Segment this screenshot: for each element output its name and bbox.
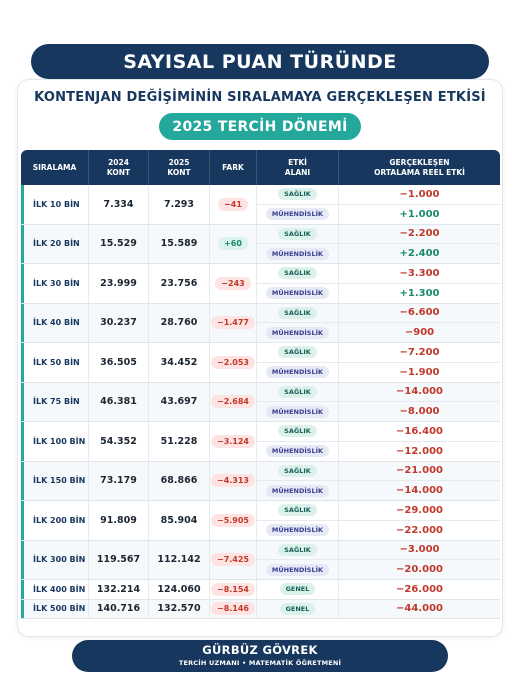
diff-cell [210,383,257,422]
field-slot [257,362,338,382]
field-tag: MÜHENDİSLİK [266,524,329,536]
diff-badge: −8.154 [211,583,255,596]
table-row [21,225,500,265]
author-role: TERCİH UZMANI • MATEMATİK ÖĞRETMENİ [178,659,342,667]
kont-2024-value: 46.381 [89,383,149,422]
field-cell [257,422,339,461]
effect-value: −7.200 [399,346,440,358]
effect-slot [339,264,500,283]
field-tag: MÜHENDİSLİK [266,287,329,299]
field-tag: SAĞLIK [278,425,317,437]
effect-value: −26.000 [396,583,443,595]
field-tag: MÜHENDİSLİK [266,406,329,418]
field-cell [257,600,339,619]
effect-slot [339,520,500,540]
diff-cell [210,422,257,461]
page-title: SAYISAL PUAN TÜRÜNDE [123,50,397,73]
field-tag: SAĞLIK [278,267,317,279]
effect-slot [339,343,500,362]
header-kont-2025 [149,150,210,185]
rank-label: İLK 200 BİN [21,501,89,540]
field-slot [257,322,338,342]
page-subtitle: KONTENJAN DEĞİŞİMİNİN SIRALAMAYA GERÇEKLEŞEN ETKİSİ [34,90,486,105]
effect-value: −22.000 [396,524,443,536]
header-field-label: ETKİ ALANI [284,157,311,177]
header-kont-2024 [89,150,149,185]
rank-label: İLK 300 BİN [21,541,89,580]
field-slot [257,422,338,441]
effect-slot [339,559,500,579]
diff-badge: +60 [218,237,248,250]
effect-slot [339,462,500,481]
field-slot [257,225,338,244]
kont-2024-value: 7.334 [89,185,149,224]
field-cell [257,264,339,303]
effect-value: −6.600 [399,307,440,319]
field-cell [257,541,339,580]
field-slot [257,283,338,303]
effect-slot [339,185,500,204]
diff-badge: −3.124 [211,435,255,448]
effect-slot [339,401,500,421]
rank-label: İLK 20 BİN [21,225,89,264]
field-tag: SAĞLIK [278,465,317,477]
field-slot [257,580,338,599]
header-rank: SIRALAMA [21,150,89,185]
field-tag: MÜHENDİSLİK [266,445,329,457]
effect-value: −12.000 [396,445,443,457]
field-slot [257,480,338,500]
field-tag: MÜHENDİSLİK [266,564,329,576]
table-row [21,185,500,225]
kont-2025-value: 124.060 [149,580,210,599]
rank-label: İLK 500 BİN [21,600,89,619]
diff-cell [210,580,257,599]
field-tag: MÜHENDİSLİK [266,208,329,220]
diff-badge: −5.905 [211,514,255,527]
effect-cell [339,600,500,619]
effect-value: −14.000 [396,485,443,497]
effect-value: −16.400 [396,425,443,437]
field-cell [257,185,339,224]
kont-2025-value: 85.904 [149,501,210,540]
kont-2024-value: 119.567 [89,541,149,580]
effect-value: +1.300 [399,287,440,299]
kont-2025-value: 43.697 [149,383,210,422]
effect-slot [339,383,500,402]
field-slot [257,264,338,283]
ranking-table [21,150,500,619]
field-cell [257,304,339,343]
field-tag: MÜHENDİSLİK [266,485,329,497]
field-tag: MÜHENDİSLİK [266,366,329,378]
field-cell [257,501,339,540]
field-cell [257,383,339,422]
field-slot [257,520,338,540]
effect-cell [339,422,500,461]
table-row [21,343,500,383]
effect-value: +2.400 [399,248,440,260]
diff-badge: −8.146 [211,602,255,615]
table-row [21,304,500,344]
field-slot [257,501,338,520]
effect-value: −1.900 [399,366,440,378]
effect-value: −44.000 [396,603,443,615]
field-slot [257,343,338,362]
kont-2024-value: 73.179 [89,462,149,501]
diff-cell [210,541,257,580]
field-slot [257,401,338,421]
effect-slot [339,283,500,303]
effect-slot [339,600,500,619]
effect-value: +1.000 [399,208,440,220]
field-slot [257,462,338,481]
diff-badge: −1.477 [211,316,255,329]
rank-label: İLK 75 BİN [21,383,89,422]
rank-label: İLK 10 BİN [21,185,89,224]
kont-2025-value: 132.570 [149,600,210,619]
effect-value: −2.200 [399,228,440,240]
table-body [21,185,500,619]
diff-badge: −41 [218,198,248,211]
kont-2024-value: 91.809 [89,501,149,540]
effect-cell [339,383,500,422]
diff-badge: −7.425 [211,553,255,566]
field-cell [257,462,339,501]
rank-label: İLK 400 BİN [21,580,89,599]
table-row [21,501,500,541]
diff-badge: −2.684 [211,395,255,408]
field-tag: SAĞLIK [278,504,317,516]
rank-label: İLK 50 BİN [21,343,89,382]
table-row [21,422,500,462]
header-kont-2025-label: 2025 KONT [167,157,191,177]
effect-slot [339,243,500,263]
field-cell [257,580,339,599]
kont-2024-value: 132.214 [89,580,149,599]
diff-badge: −4.313 [211,474,255,487]
field-tag: SAĞLIK [278,386,317,398]
diff-cell [210,343,257,382]
field-slot [257,441,338,461]
kont-2025-value: 51.228 [149,422,210,461]
author-footer [72,640,448,672]
effect-cell [339,304,500,343]
effect-slot [339,304,500,323]
kont-2025-value: 28.760 [149,304,210,343]
effect-slot [339,204,500,224]
field-slot [257,559,338,579]
field-slot [257,304,338,323]
field-slot [257,204,338,224]
effect-slot [339,225,500,244]
effect-value: −20.000 [396,564,443,576]
kont-2025-value: 23.756 [149,264,210,303]
effect-slot [339,422,500,441]
field-tag: MÜHENDİSLİK [266,248,329,260]
title-banner [31,44,489,79]
field-cell [257,343,339,382]
effect-value: −14.000 [396,386,443,398]
kont-2025-value: 68.866 [149,462,210,501]
kont-2024-value: 30.237 [89,304,149,343]
diff-cell [210,185,257,224]
effect-cell [339,501,500,540]
effect-value: −900 [404,327,435,339]
field-tag: GENEL [280,583,316,595]
diff-cell [210,600,257,619]
effect-cell [339,462,500,501]
diff-cell [210,501,257,540]
field-slot [257,243,338,263]
author-name: GÜRBÜZ GÖVREK [202,643,318,657]
table-row [21,580,500,600]
effect-value: −1.000 [399,188,440,200]
field-tag: MÜHENDİSLİK [266,327,329,339]
diff-cell [210,304,257,343]
kont-2025-value: 34.452 [149,343,210,382]
effect-slot [339,441,500,461]
field-slot [257,383,338,402]
diff-cell [210,462,257,501]
table-row [21,541,500,581]
effect-value: −8.000 [399,406,440,418]
rank-label: İLK 30 BİN [21,264,89,303]
field-tag: SAĞLIK [278,346,317,358]
table-row [21,462,500,502]
table-row [21,383,500,423]
kont-2024-value: 54.352 [89,422,149,461]
kont-2024-value: 23.999 [89,264,149,303]
rank-label: İLK 40 BİN [21,304,89,343]
period-badge [159,113,361,140]
field-cell [257,225,339,264]
effect-cell [339,264,500,303]
diff-badge: −243 [215,277,250,290]
field-tag: SAĞLIK [278,544,317,556]
diff-cell [210,264,257,303]
table-row [21,600,500,620]
header-diff: FARK [210,150,257,185]
period-label: 2025 TERCİH DÖNEMİ [172,118,348,135]
effect-cell [339,541,500,580]
effect-slot [339,480,500,500]
effect-value: −21.000 [396,465,443,477]
effect-value: −3.300 [399,267,440,279]
field-tag: SAĞLIK [278,228,317,240]
effect-slot [339,541,500,560]
field-tag: GENEL [280,603,316,615]
effect-slot [339,501,500,520]
effect-value: −29.000 [396,504,443,516]
rank-label: İLK 150 BİN [21,462,89,501]
header-field [257,150,339,185]
effect-value: −3.000 [399,544,440,556]
diff-badge: −2.053 [211,356,255,369]
effect-slot [339,580,500,599]
header-kont-2024-label: 2024 KONT [106,157,131,177]
effect-cell [339,225,500,264]
kont-2024-value: 140.716 [89,600,149,619]
effect-cell [339,185,500,224]
kont-2024-value: 36.505 [89,343,149,382]
diff-cell [210,225,257,264]
header-effect-label: GERÇEKLEŞEN ORTALAMA REEL ETKİ [374,157,465,177]
rank-label: İLK 100 BİN [21,422,89,461]
field-slot [257,541,338,560]
header-effect [339,150,500,185]
table-header [21,150,500,185]
kont-2024-value: 15.529 [89,225,149,264]
effect-cell [339,343,500,382]
effect-slot [339,322,500,342]
kont-2025-value: 7.293 [149,185,210,224]
field-tag: SAĞLIK [278,188,317,200]
field-slot [257,185,338,204]
table-row [21,264,500,304]
field-slot [257,600,338,619]
effect-slot [339,362,500,382]
kont-2025-value: 112.142 [149,541,210,580]
field-tag: SAĞLIK [278,307,317,319]
kont-2025-value: 15.589 [149,225,210,264]
effect-cell [339,580,500,599]
